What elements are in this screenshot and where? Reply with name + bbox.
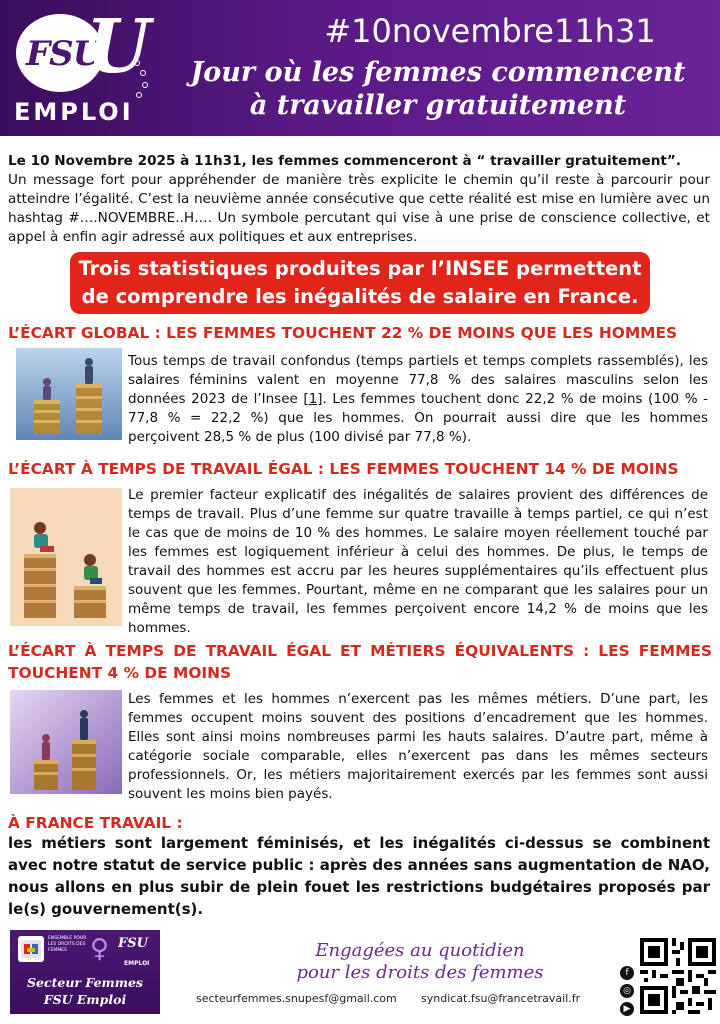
secteur-femmes-logo (10, 930, 160, 1014)
section-body-global-b: . Les femmes touchent donc 22,2 % de moins (100 % - 77,8 % = 22,2 %) que les hommes. On pourrait aussi dire que les hommes perçoivent 28,5 % de plus (100 divisé par 77,8 %). (128, 391, 708, 445)
instagram-icon[interactable]: ◎ (620, 984, 634, 998)
facebook-icon[interactable]: f (620, 966, 634, 980)
section-body-equal-time: Le premier facteur explicatif des inégalités de salaires provient des différences de temps de travail. Plus d’une femme sur quatre travaille à temps partiel, ce qui n’est le cas que de moins de 10 % des hommes. Le salaire moyen réellement touché par les femmes est logiquement inférieur à celui des hommes. De plus, le temps de travail des hommes est accru par les heures supplémentaires qu’ils effectuent plus souvent que les femmes. Pourtant, même en ne comparant que les salaires pour un même temps de travail, les femmes perçoivent encore 14,2 % de moins que les hommes. (128, 487, 708, 636)
insee-reference-link[interactable]: [1] (303, 391, 323, 407)
youtube-icon[interactable]: ▶ (620, 1002, 634, 1016)
section-body-equal-jobs: Les femmes et les hommes n’exercent pas les mêmes métiers. D’une part, les femmes occupent moins souvent des positions d’encadrement que les hommes. Elles sont ainsi moins nombreuses parmi les hauts salaires. D’autre part, même à catégorie sociale comparable, elles n’exercent pas dans les mêmes secteurs professionnels. Or, les métiers majoritairement exercés par les femmes sont aussi souvent les moins bien payés. (128, 691, 708, 802)
secteur-femmes-caption (10, 974, 160, 1008)
fsu-emploi-logo (8, 4, 158, 130)
hero-title-line2: à travailler gratuitement (249, 90, 627, 121)
intro-lead: Le 10 Novembre 2025 à 11h31, les femmes commenceront à “ travailler gratuitement”. (8, 153, 681, 169)
banner-line1: Trois statistiques produites par l’INSEE permettent (78, 257, 642, 280)
footer-emploi-text: EMPLOI (124, 960, 150, 967)
logo-u-text: U (86, 4, 151, 90)
france-travail-body: les métiers sont largement féminisés, et les inégalités ci-dessus se combinent avec notre statut de service public : après des années sans augmentation de NAO, nous allons en plus subir de plein fouet les restrictions budgétaires proposés par le(s) gouvernement(s). (8, 834, 710, 918)
ensemble-logo-text: ENSEMBLE POUR LES DROITS DES FEMMES (48, 936, 87, 953)
email-syndicat[interactable]: syndicat.fsu@francetravail.fr (421, 992, 581, 1005)
intro-paragraph (8, 152, 710, 247)
hero-title-line1: Jour où les femmes commencent (190, 57, 686, 88)
hero-title (160, 56, 716, 122)
caption-line2: FSU Emploi (43, 992, 127, 1007)
hashtag-title: #10novembre11h31 (324, 12, 656, 50)
logo-dots (132, 60, 154, 100)
logo-emploi-text: EMPLOI (14, 98, 134, 126)
contact-emails (196, 992, 616, 1005)
slogan (250, 940, 590, 984)
qr-code-icon[interactable] (640, 938, 716, 1014)
caption-line1: Secteur Femmes (27, 975, 143, 990)
coins-women-image (10, 488, 122, 626)
section-title-global: L’ÉCART GLOBAL : LES FEMMES TOUCHENT 22 % DE MOINS QUE LES HOMMES (8, 324, 678, 342)
slogan-line1: Engagées au quotidien (315, 940, 525, 961)
slogan-line2: pour les droits des femmes (296, 962, 544, 983)
logo-fsu-text: FSU (26, 34, 102, 74)
section-body-global-a: Tous temps de travail confondus (temps partiels et temps complets rassemblés), les salaires féminins valent en moyenne 77,8 % des salaires masculins selon les données 2023 de l’Insee (128, 353, 708, 407)
intro-body: Un message fort pour appréhender de manière très explicite le chemin qu’il reste à parcourir pour atteindre l’égalité. C’est la neuvième année consécutive que cette réalité est mise en lumière avec un hashtag #….NOVEMBRE..H…. Un symbole percutant qui vise à une prise de conscience collective, et appel à enfin agir adressé aux politiques et aux entreprises. (8, 172, 710, 245)
banner-line2: de comprendre les inégalités de salaire en France. (81, 285, 639, 308)
coins-figures-image (16, 348, 122, 440)
ensemble-logo-icon (18, 936, 44, 962)
section-title-equal-jobs: L’ÉCART À TEMPS DE TRAVAIL ÉGAL ET MÉTIERS ÉQUIVALENTS : LES FEMMES TOUCHENT 4 % DE MOINS (8, 642, 712, 682)
header-banner (0, 0, 720, 136)
footer-fsu-text: FSU (118, 936, 148, 951)
venus-fist-icon: ♀ (90, 934, 110, 964)
section-title-equal-time: L’ÉCART À TEMPS DE TRAVAIL ÉGAL : LES FEMMES TOUCHENT 14 % DE MOINS (8, 460, 679, 478)
section-body-global (128, 352, 708, 447)
coins-couple-image (10, 690, 122, 794)
email-secteur-femmes[interactable]: secteurfemmes.snupesf@gmail.com (196, 992, 397, 1005)
insee-banner (70, 252, 650, 314)
france-travail-title: À FRANCE TRAVAIL : (8, 814, 183, 832)
social-icons (620, 966, 638, 1020)
